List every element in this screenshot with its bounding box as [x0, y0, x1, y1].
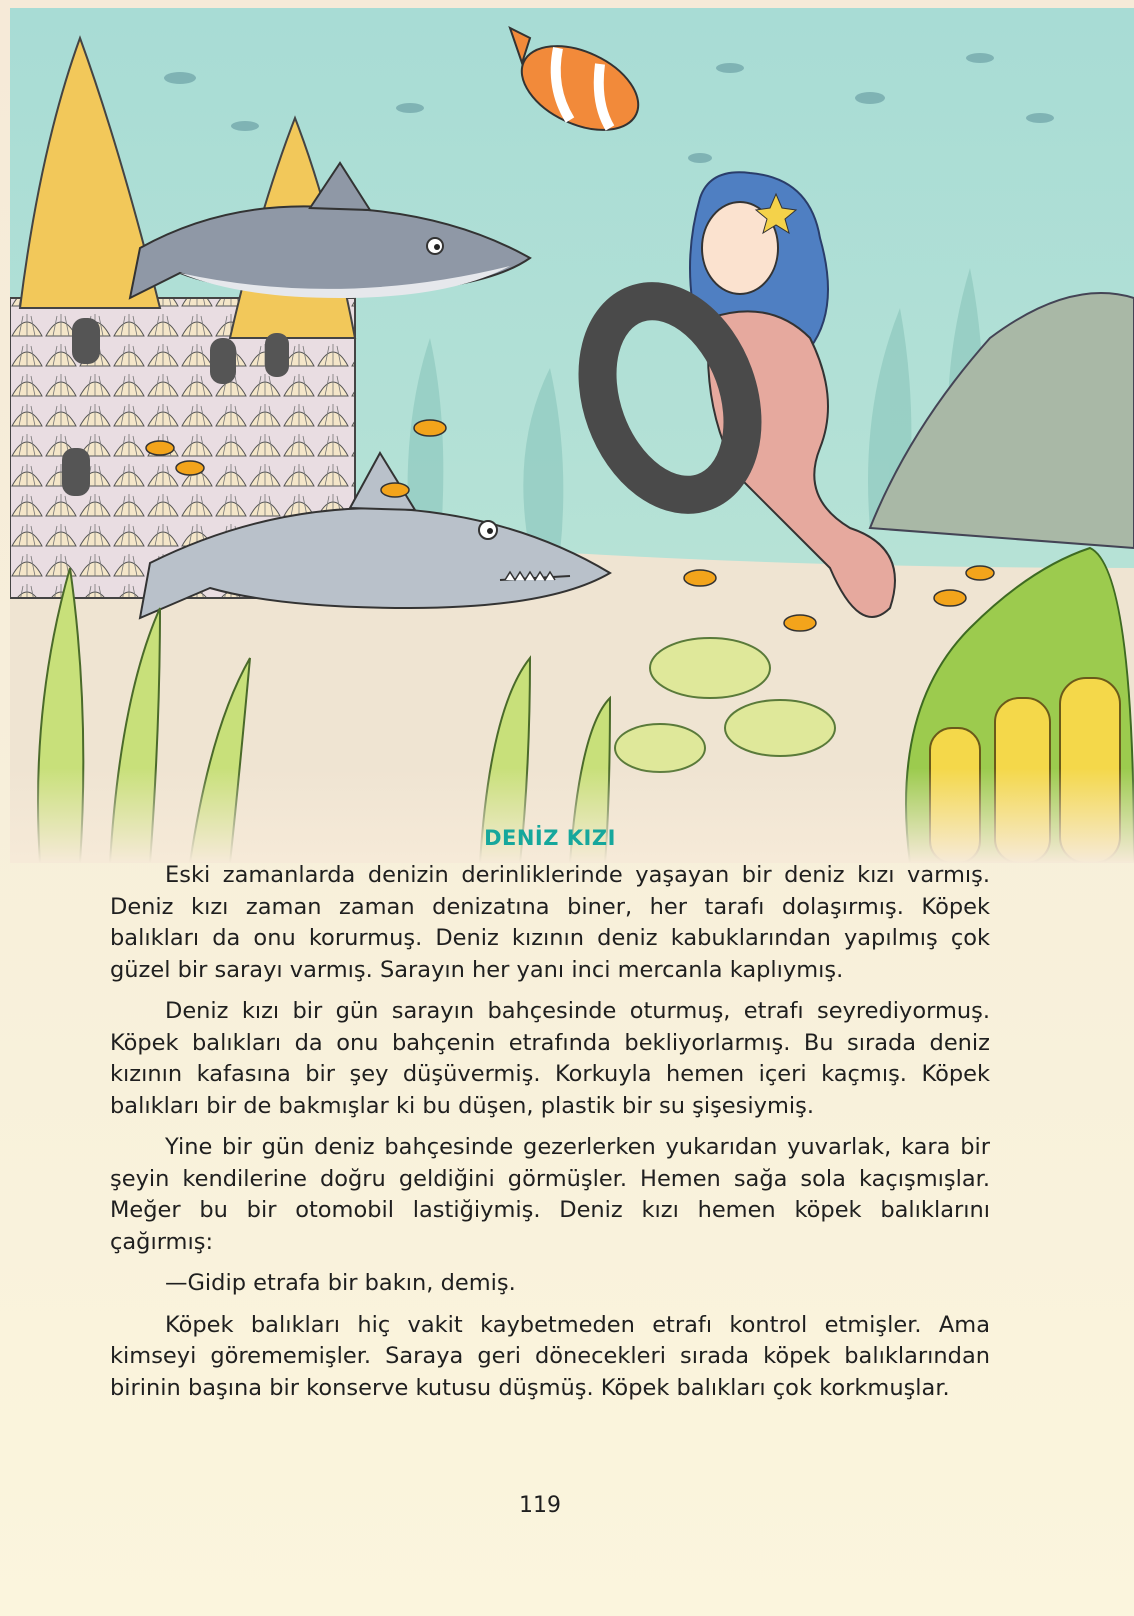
story-paragraph-2: Deniz kızı bir gün sarayın bahçesinde oturmuş, etrafı seyrediyormuş. Köpek balıkları da onu bahçenin etrafında bekliyorlarmış. Bu sırada deniz kızının kafasına bir şey düşüvermiş. Korkuyla hemen içeri kaçmış. Köpek balıkları bir de bakmışlar ki bu düşen, plastik bir su şişesiymiş. [110, 998, 990, 1119]
story-paragraph-1: Eski zamanlarda denizin derinliklerinde yaşayan bir deniz kızı varmış. Deniz kızı zaman zaman denizatına biner, her tarafı dolaşırmış. Köpek balıkları da onu korurmuş. Deniz kızının deniz kabuklarından yapılmış çok güzel bir sarayı varmış. Sarayın her yanı inci mercanla kaplıymış. [110, 862, 990, 983]
story-paragraph-4: Köpek balıkları hiç vakit kaybetmeden etrafı kontrol etmişler. Ama kimseyi görememişler. Saraya geri dönecekleri sırada köpek balıklarından birinin başına bir konserve kutusu düşmüş. Köpek balıkları çok korkmuşlar. [110, 1311, 990, 1401]
palace-window [62, 448, 90, 496]
story-title: DENİZ KIZI [484, 826, 616, 850]
story-text [110, 826, 990, 1414]
story-dialogue: —Gidip etrafa bir bakın, demiş. [165, 1270, 516, 1296]
story-paragraph-3: Yine bir gün deniz bahçesinde gezerlerken yukarıdan yuvarlak, kara bir şeyin kendilerine doğru geldiğini görmüşler. Hemen sağa sola kaçışmışlar. Meğer bu bir otomobil lastiğiymiş. Deniz kızı hemen köpek balıklarını çağırmış: [110, 1134, 990, 1255]
palace-window [210, 338, 236, 384]
underwater-illustration [10, 8, 1134, 863]
page-number: 119 [519, 1493, 561, 1518]
palace-window [72, 318, 100, 364]
palace-window [265, 333, 289, 377]
